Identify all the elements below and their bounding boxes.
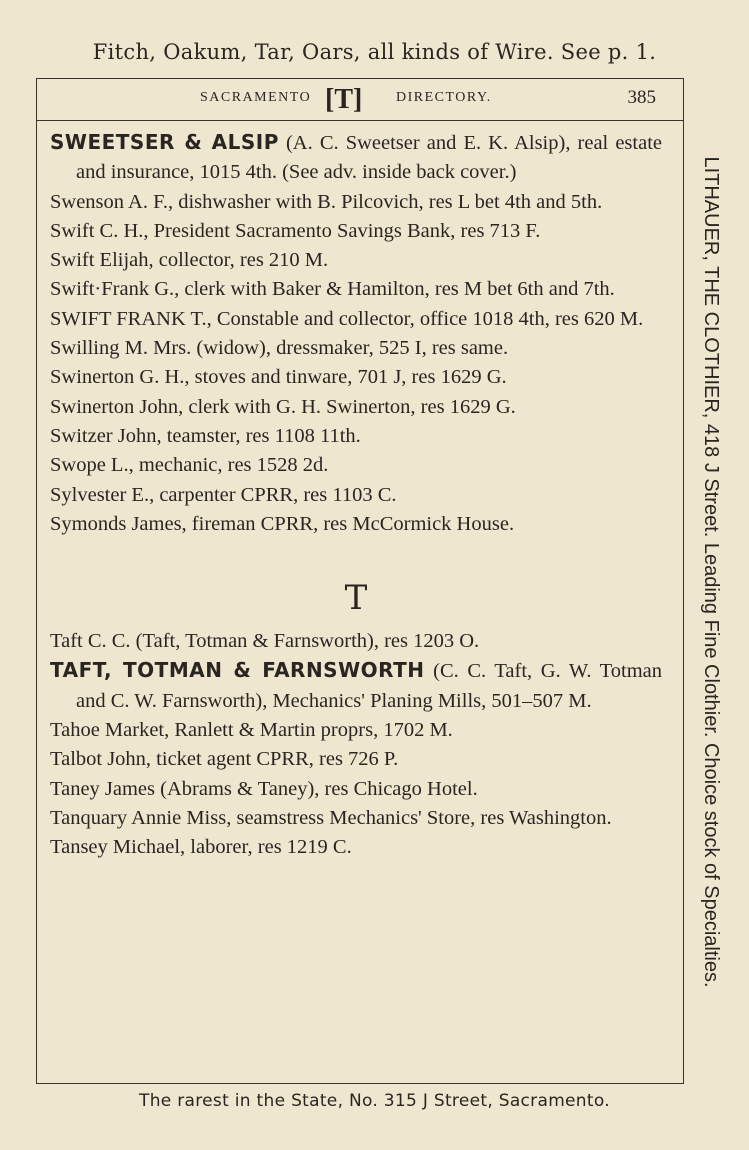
directory-entry [50,745,662,774]
directory-entry [50,833,662,862]
directory-entries [50,128,662,863]
entry-text: SWIFT FRANK T., Constable and collector, office 1018 4th, res 620 M. [50,307,644,330]
section-heading-t: T [344,578,368,619]
bottom-advertisement: The rarest in the State, No. 315 J Street, Sacramento. [139,1091,610,1111]
directory-entry [50,656,662,716]
entry-text: Tanquary Annie Miss, seamstress Mechanics' Store, res Washington. [50,806,612,829]
directory-entry [50,804,662,833]
side-advertisement: LITHAUER, THE CLOTHIER, 418 J Street. Leading Fine Clothier. Choice stock of Specialties. [700,156,722,988]
running-head-city: SACRAMENTO [200,90,312,105]
entry-text: Swift Elijah, collector, res 210 M. [50,249,329,272]
entry-text: Sylvester E., carpenter CPRR, res 1103 C. [50,483,397,506]
running-head-title: DIRECTORY. [396,90,492,105]
directory-entry [50,393,662,422]
entry-text: Swift·Frank G., clerk with Baker & Hamilton, res M bet 6th and 7th. [50,278,615,301]
entry-text: Symonds James, fireman CPRR, res McCormick House. [50,512,515,535]
entry-text: (A. C. Sweetser and E. K. Alsip), real estate and insurance, 1015 4th. (See adv. inside back cover.) [76,132,662,184]
directory-entry [50,422,662,451]
directory-entry [50,716,662,745]
directory-entry [50,246,662,275]
entry-text: Swilling M. Mrs. (widow), dressmaker, 525 I, res same. [50,337,509,360]
running-head [40,84,660,115]
directory-entry [50,363,662,392]
entry-text: Swinerton G. H., stoves and tinware, 701 J, res 1629 G. [50,366,507,389]
directory-entry [50,305,662,334]
entry-text: Swenson A. F., dishwasher with B. Pilcovich, res L bet 4th and 5th. [50,190,603,213]
section-s-list [50,128,662,539]
directory-entry [50,217,662,246]
header-rule [36,120,684,121]
entry-text: Taney James (Abrams & Taney), res Chicago Hotel. [50,777,478,800]
directory-entry [50,334,662,363]
entry-text: Swift C. H., President Sacramento Savings Bank, res 713 F. [50,219,541,242]
entry-text: Tansey Michael, laborer, res 1219 C. [50,836,352,859]
directory-entry [50,481,662,510]
page-number: 385 [627,87,656,108]
entry-text: Taft C. C. (Taft, Totman & Farnsworth), res 1203 O. [50,630,480,653]
entry-text: (C. C. Taft, G. W. Totman and C. W. Farnsworth), Mechanics' Planing Mills, 501–507 M. [76,660,662,712]
directory-entry [50,451,662,480]
directory-entry [50,775,662,804]
running-head-letter: [T] [325,84,363,115]
entry-business-name: TAFT, TOTMAN & FARNSWORTH [50,658,425,683]
directory-entry [50,627,662,656]
entry-text: Switzer John, teamster, res 1108 11th. [50,424,361,447]
directory-entry [50,510,662,539]
directory-entry [50,128,662,188]
section-t-list [50,627,662,862]
entry-text: Tahoe Market, Ranlett & Martin proprs, 1702 M. [50,719,453,742]
directory-entry [50,275,662,304]
entry-text: Swope L., mechanic, res 1528 2d. [50,454,329,477]
top-advertisement: Fitch, Oakum, Tar, Oars, all kinds of Wire. See p. 1. [92,40,657,64]
entry-text: Swinerton John, clerk with G. H. Swinerton, res 1629 G. [50,395,516,418]
directory-entry [50,188,662,217]
entry-business-name: SWEETSER & ALSIP [50,130,279,154]
entry-text: Talbot John, ticket agent CPRR, res 726 P. [50,748,399,771]
